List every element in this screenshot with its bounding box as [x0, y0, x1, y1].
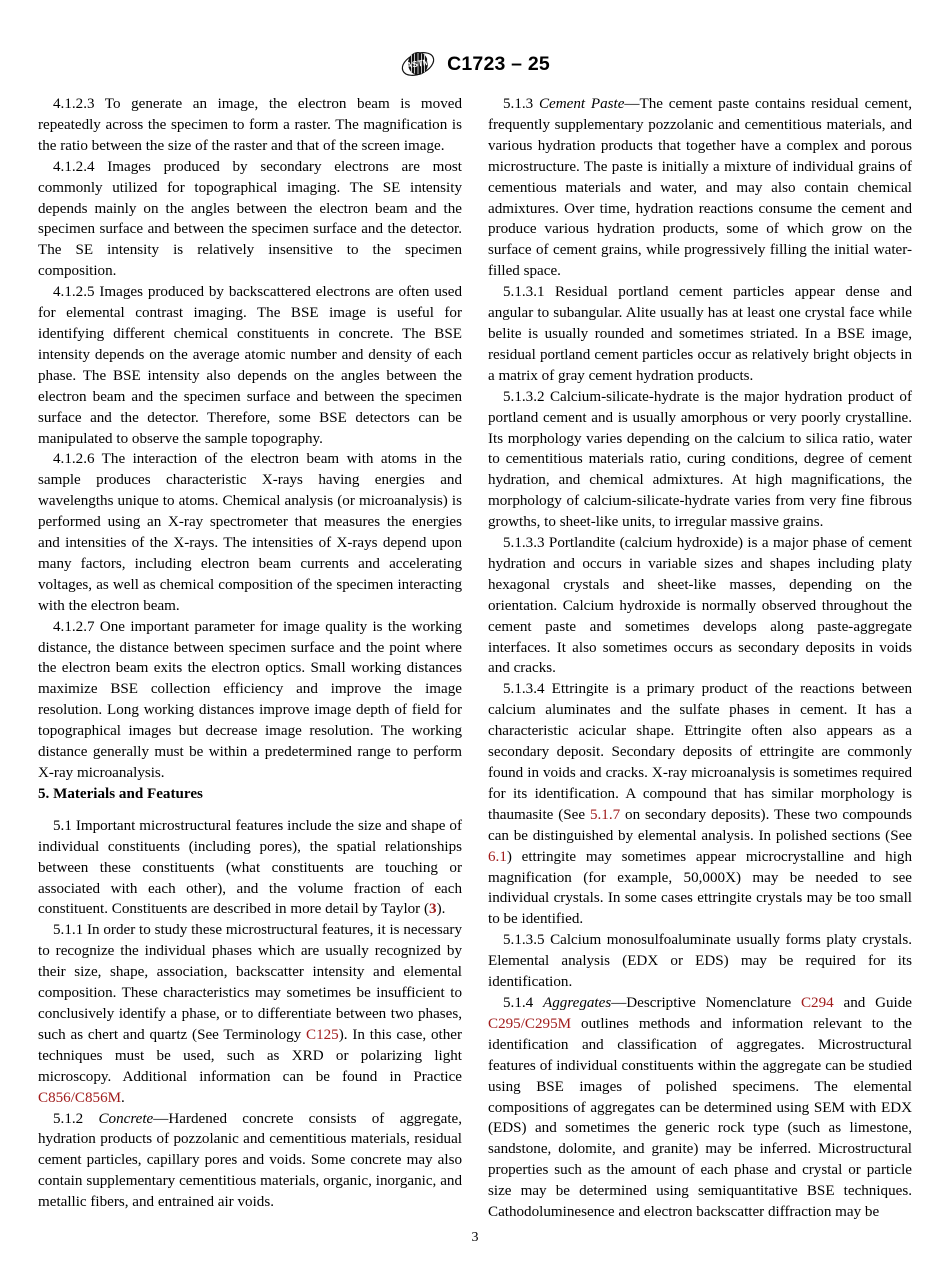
paragraph-5-1-3-1: 5.1.3.1 Residual portland cement particles appear dense and angular to subangular. Alite usually has at least one crystal face while belite is usually rounded and sometimes striated. In a BSE image, residual portland cement particles occur as relatively bright objects in a matrix of gray cement hydration products. [488, 284, 912, 384]
body-columns [38, 94, 912, 1221]
paragraph-5-1-4-part2: and Guide [833, 994, 912, 1011]
reference-link-c125[interactable]: C125 [306, 1026, 339, 1043]
paragraph-4-1-2-7: 4.1.2.7 One important parameter for image quality is the working distance, the distance between specimen surface and the point where the electron beam exits the electron optics. Small working distances maximize BSE collection efficiency and improve the image resolution. Long working distances improve image depth of field for topographical images but decrease image resolution. The working distance generally must be within a predetermined range to perform X-ray microanalysis. [38, 618, 462, 781]
term-aggregates: Aggregates [543, 994, 612, 1011]
reference-link-6-1[interactable]: 6.1 [488, 848, 507, 865]
paragraph-5-1-2 [38, 1109, 462, 1214]
reference-link-3[interactable]: 3 [429, 901, 437, 918]
paragraph-5-1 [38, 816, 462, 921]
paragraph-5-1-3-2: 5.1.3.2 Calcium-silicate-hydrate is the major hydration product of portland cement and is usually amorphous or very poorly crystalline. Its morphology varies depending on the calcium to silica ratio, water to cementitious materials ratio, curing conditions, degree of cement hydration, and chemical admixtures. At high magnifications, the morphology of calcium-silicate-hydrate varies from very fine fibrous growths, to sheet-like units, to irregular massive grains. [488, 388, 912, 531]
paragraph-5-1-text-before-ref: 5.1 Important microstructural features include the size and shape of individual constituents (including pores), the spatial relationships between these constituents (what constituents are touching or associated with each other), and the volume fraction of each constituent. Constituents are described in more detail by Taylor ( [38, 817, 462, 918]
paragraph-5-1-1-part1: 5.1.1 In order to study these microstructural features, it is necessary to recognize the individual phases which are usually recognized by their size, shape, association, backscatter intensity and elemental composition. These characteristics may sometimes be insufficient to conclusively identify a phase, or to differentiate between two phases, such as chert and quartz (See Terminology [38, 922, 462, 1043]
page-header [0, 44, 950, 84]
paragraph-5-1-3-text: The cement paste contains residual cement, frequently supplementary pozzolanic and cementitious materials, and various hydration products that together have a complex and porous microstructure. The paste is initially a mixture of individual grains of cementious materials and water, and may also contain chemical admixtures. Over time, hydration reactions consume the cement and produce various hydration products, some of which grow on the surface of cement grains, while progressively filling the initial water-filled space. [488, 96, 912, 280]
paragraph-5-1-3-3: 5.1.3.3 Portlandite (calcium hydroxide) is a major phase of cement hydration and occurs in variable sizes and shapes including platy hexagonal crystals and sheet-like masses, depending on the orientation. Calcium hydroxide is normally observed throughout the cement paste and sometimes develops along paste-aggregate interfaces. It also sometimes occurs as secondary deposits in voids and cracks. [488, 535, 912, 677]
page-number: 3 [471, 1230, 479, 1245]
paragraph-5-1-4-part1: Descriptive Nomenclature [626, 994, 801, 1011]
paragraph-4-1-2-6: 4.1.2.6 The interaction of the electron beam with atoms in the sample produces characteristic X-rays having energies and wavelengths unique to atoms. Chemical analysis (or microanalysis) is performed using an X-ray spectrometer that measures the energies and intensities of the X-rays. The intensities of X-rays depend upon many factors, including electron beam currents and accelerating voltages, as well as chemical composition of the specimen interacting with the electron beam. [38, 451, 462, 614]
paragraph-5-1-3-4-part3: ) ettringite may sometimes appear microcrystalline and high magnification (for example, 50,000X) may be needed to see individual crystals. In some cases ettringite crystals may be too small to be identified. [488, 848, 912, 928]
paragraph-5-1-4-part3: outlines methods and information relevant to the identification and classification of aggregates. Microstructural features of individual constituents within the aggregate can be studied using BSE images of polished specimens. The elemental compositions of aggregates can be determined using SEM with EDX (EDS) and sometimes the generic rock type (such as limestone, sandstone, dolomite, and granite) may be inferred. Microstructural properties such as the amount of each phase and crystal or particle size may be determined using semiquantitative BSE techniques. Cathodoluminesence and electron backscatter diffraction may be [488, 1015, 912, 1221]
paragraph-5-1-2-number: 5.1.2 [53, 1110, 99, 1127]
svg-text:ASTM: ASTM [405, 56, 431, 71]
paragraph-5-1-3-4-part1: 5.1.3.4 Ettringite is a primary product of the reactions between calcium aluminates and the sulfate phases in cement. It has a characteristic acicular shape. Ettringite often also appears as a secondary deposit. Secondary deposits of ettringite are commonly found in voids and cracks. X-ray microanalysis is sometimes required for its identification. A compound that has similar morphology is thaumasite (See [488, 681, 912, 823]
term-cement-paste: Cement Paste [538, 96, 625, 112]
paragraph-5-1-3-4 [488, 679, 912, 930]
paragraph-5-1-1-part3: . [121, 1089, 125, 1106]
em-dash: — [611, 994, 627, 1011]
page-footer [0, 1228, 950, 1246]
paragraph-4-1-2-4: 4.1.2.4 Images produced by secondary electrons are most commonly utilized for topographical imaging. The SE intensity depends mainly on the angles between the electron beam and the specimen surface and between the specimen surface and the detector. The SE intensity is relatively insensitive to the specimen composition. [38, 158, 462, 280]
paragraph-4-1-2-5: 4.1.2.5 Images produced by backscattered electrons are often used for elemental contrast imaging. The BSE image is useful for identifying different chemical constituents in concrete. The BSE intensity depends on the average atomic number and density of each phase. The BSE intensity also depends on the angles between the electron beam and the specimen surface and between the specimen surface and the detector. Therefore, some BSE detectors can be manipulated to observe the sample topography. [38, 284, 462, 447]
paragraph-5-1-3-number: 5.1.3 [503, 96, 539, 112]
reference-link-5-1-7[interactable]: 5.1.7 [589, 806, 621, 823]
paragraph-5-1-3-4-part2: on secondary deposits). These two compounds can be distinguished by elemental analysis. In polished sections (See [488, 806, 912, 844]
reference-link-c295-c295m[interactable]: C295/C295M [488, 1015, 572, 1032]
paragraph-5-1-text-after-ref: ). [436, 901, 446, 918]
paragraph-4-1-2-3: 4.1.2.3 To generate an image, the electron beam is moved repeatedly across the specimen to form a raster. The magnification is the ratio between the size of the raster and that of the screen image. [38, 96, 462, 154]
paragraph-5-1-1-part2: ). In this case, other techniques must be used, such as XRD or polarizing light microscopy. Additional information can be found in Practice [38, 1026, 462, 1085]
em-dash: — [153, 1110, 169, 1127]
paragraph-5-1-2-text: Hardened concrete consists of aggregate, hydration products of pozzolanic and cementitious materials, residual cement particles, capillary pores and voids. Some concrete may also contain supplementary cementitious materials, organic, inorganic, and metallic fibers, and entrained air voids. [38, 1110, 462, 1211]
paragraph-5-1-4-number: 5.1.4 [503, 994, 543, 1011]
astm-logo-icon [400, 47, 436, 81]
paragraph-5-1-1 [38, 920, 462, 1108]
paragraph-5-1-3-5: 5.1.3.5 Calcium monosulfoaluminate usually forms platy crystals. Elemental analysis (EDX or EDS) may be required for its identification. [488, 932, 912, 991]
reference-link-c856-c856m[interactable]: C856/C856M [38, 1089, 122, 1106]
paragraph-5-1-4 [488, 993, 912, 1223]
reference-link-c294[interactable]: C294 [800, 994, 834, 1011]
paragraph-5-1-3 [488, 94, 912, 282]
term-concrete: Concrete [98, 1110, 154, 1127]
right-column [488, 94, 912, 1221]
section-heading-5: 5. Materials and Features [38, 785, 203, 802]
em-dash: — [624, 96, 640, 112]
standard-designation: C1723 – 25 [447, 52, 550, 75]
left-column [38, 94, 462, 1214]
